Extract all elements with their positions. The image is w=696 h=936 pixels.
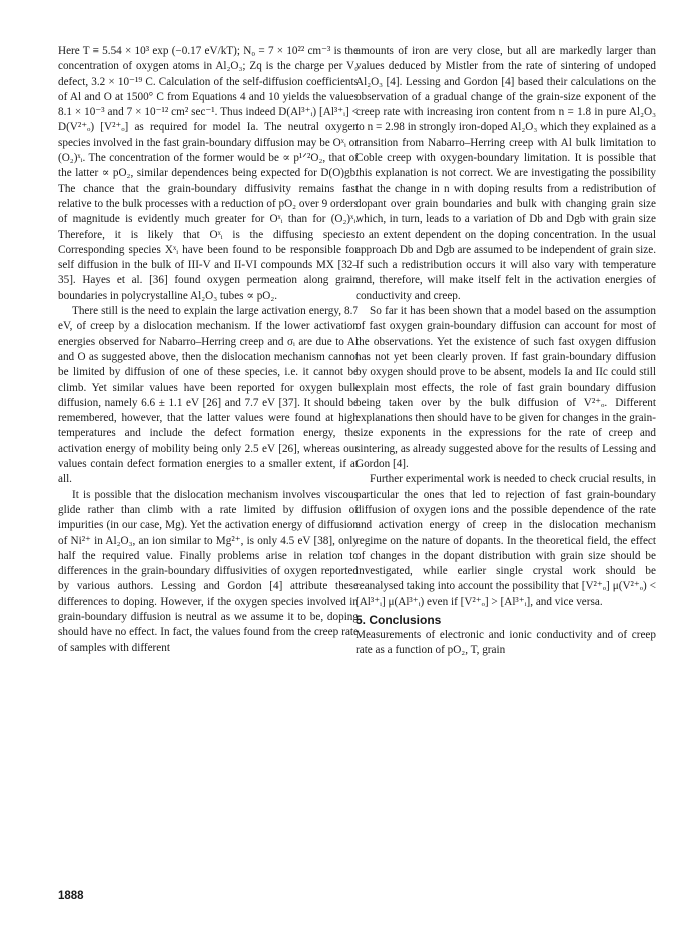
paragraph: It is possible that the dislocation mechanism involves viscous glide rather than climb with a rate limited by diffusion of impurities (in our case, Mg). Yet the activation energy of diffusion of Ni²⁺ in Al₂O₃, an ion similar to Mg²⁺, is only 4.5 eV [38], only half the required value. Finally problems arise in relation to differences in the grain-boundary diffusivities of oxygen reported by various authors. Lessing and Gordon [4] attribute these differences to doping. However, if the oxygen species involved in grain-boundary diffusion is neutral as we assume it to be, doping should have no effect. In fact, the values found from the creep rate of samples with different: [58, 488, 358, 654]
paragraph: Here T ≡ 5.54 × 10³ exp (−0.17 eV/kT); N₀ = 7 × 10²² cm⁻³ is the concentration of oxygen atoms in Al₂O₃; Zq is the charge per V₀ defect, 3.2 × 10⁻¹⁹ C. Calculation of the self-diffusion coefficients of Al and O at 1500° C from Equations 4 and 10 yields the values 8.1 × 10⁻³ and 7 × 10⁻¹² cm² sec⁻¹. Thus indeed D(Al³⁺ᵢ) [Al³⁺ᵢ] < D(V²⁺ₒ) [V²⁺ₒ] as required for model Ia. The neutral oxygen species involved in the fast grain-boundary diffusion may be Oˣᵢ or (O₂)ˣᵢ. The concentration of the former would be ∝ p¹ᐟ²O₂, that of the latter ∝ pO₂, similar dependences being expected for D(O)gb. The chance that the grain-boundary diffusivity remains fast relative to the bulk processes with a reduction of pO₂ over 9 orders of magnitude is evidently much greater for Oˣᵢ than for (O₂)ˣᵢ. Therefore, it is likely that Oˣᵢ is the diffusing species. Corresponding species Xˣᵢ have been found to be responsible for self diffusion in the bulk of III-V and II-VI compounds MX [32–35]. Hayes et al. [36] found oxygen permeation along grain boundaries in polycrystalline Al₂O₃ tubes ∝ pO₂.: [58, 45, 358, 302]
section-heading: 5. Conclusions: [356, 612, 442, 627]
section-paragraph: Measurements of electronic and ionic conductivity and of creep rate as a function of pO₂, T, grain: [356, 628, 656, 657]
paragraph: So far it has been shown that a model based on the assumption of fast oxygen grain-boundary diffusion can account for most of the observations. Yet the existence of such fast oxygen diffusion has not yet been clearly proven. If fast grain-boundary diffusion by oxygen should prove to be absent, models Ia and IIc could still explain most effects, the role of fast grain boundary diffusion being taken over by the bulk diffusion of V²⁺ₒ. Different explanations then should have to be given for changes in the grain-size exponents in the expressions for the rate of creep and sintering, as already suggested above for the results of Lessing and Gordon [4].: [356, 305, 656, 471]
page-number: 1888: [58, 890, 84, 902]
left-column: [58, 44, 358, 656]
right-column: [356, 44, 656, 659]
paragraph: There still is the need to explain the large activation energy, 8.7 eV, of creep by a dislocation mechanism. If the lower activation energies observed for Nabarro–Herring creep and σᵢ are due to Al and O as suggested above, then the dislocation mechanism cannot be limited by diffusion of one of these species, i.e. it cannot be climb. Yet similar values have been reported for oxygen bulk diffusion, namely 6.6 ± 1.1 eV [26] and 7.7 eV [37]. It should be remembered, however, that the latter values were found at high temperatures and include the defect formation energy, the activation energy of mobility being only 2.5 eV [26], whereas our values contain defect formation energies to a smaller extent, if at all.: [58, 305, 358, 486]
paragraph: amounts of iron are very close, but all are markedly larger than values deduced by Mistler from the rate of sintering of undoped Al₂O₃ [4]. Lessing and Gordon [4] based their calculations on the observation of a gradual change of the grain-size exponent of the creep rate with increasing iron content from n = 1.8 in pure Al₂O₃ to n = 2.98 in strongly iron-doped Al₂O₃ which they explained as a transition from Nabarro–Herring creep with Al bulk limitation to Coble creep with oxygen-boundary limitation. It is possible that this explanation is not correct. We are investigating the possibility that the change in n with doping results from a redistribution of dopant over grain boundaries and bulk with changing grain size which, in turn, leads to a variation of Db and Dgb with grain size to an extent dependent on the doping concentration. In the usual approach Db and Dgb are assumed to be independent of grain size. If such a redistribution occurs it will also vary with temperature and, therefore, will make itself felt in the activation energies of conductivity and creep.: [356, 45, 656, 302]
paragraph: Further experimental work is needed to check crucial results, in particular the ones that led to rejection of fast grain-boundary diffusion of oxygen ions and the possible dependence of the rate and activation energy of creep in the dislocation mechanism regime on the nature of dopants. In the theoretical field, the effect of changes in the dopant distribution with grain size should be investigated, while earlier single crystal work should be reanalysed taking into account the possibility that [V²⁺ₒ] μ(V²⁺ₒ) < [Al³⁺ᵢ] μ(Al³⁺ᵢ) even if [V²⁺ₒ] > [Al³⁺ᵢ], and vice versa.: [356, 473, 656, 608]
